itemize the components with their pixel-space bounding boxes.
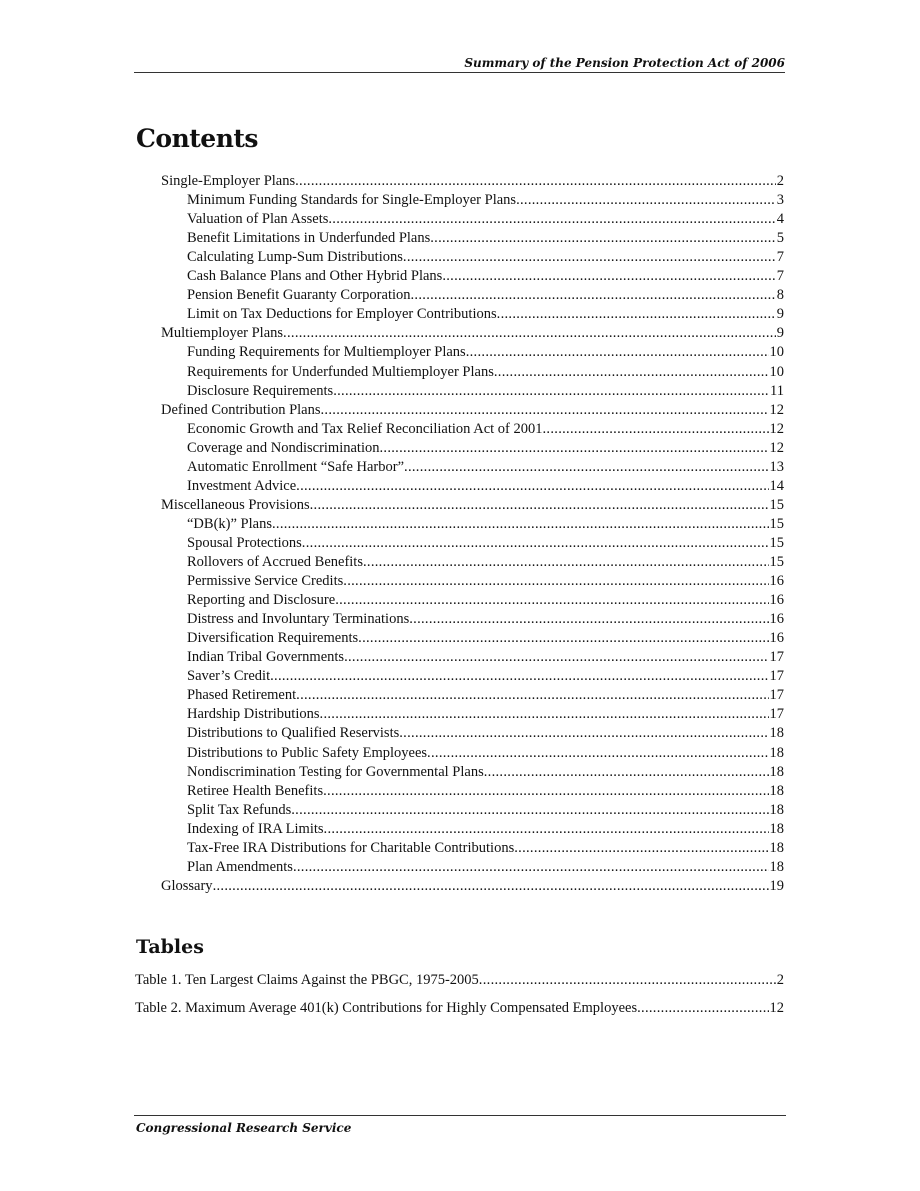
dot-leader [442, 267, 775, 286]
dot-leader [466, 343, 769, 362]
toc-entry-page: 16 [769, 592, 784, 609]
toc-entry-title: Spousal Protections [187, 534, 302, 551]
toc-entry[interactable] [187, 248, 784, 267]
dot-leader [296, 477, 768, 496]
toc-entry-page: 17 [769, 687, 784, 704]
toc-entry-page: 12 [769, 401, 784, 418]
toc-entry-page: 7 [776, 249, 784, 266]
toc-entry-title: Rollovers of Accrued Benefits [187, 554, 363, 570]
dot-leader [310, 496, 769, 515]
dot-leader [213, 877, 769, 896]
toc-entry-title: Diversification Requirements [187, 630, 359, 647]
toc-entry-page: 18 [769, 744, 784, 761]
toc-entry-page: 17 [769, 649, 784, 666]
toc-entry[interactable] [187, 763, 784, 782]
dot-leader [543, 420, 769, 439]
toc-entry[interactable] [161, 496, 784, 515]
toc-entry[interactable] [187, 744, 784, 763]
toc-entry-page: 18 [769, 858, 784, 875]
toc-entry[interactable] [187, 191, 784, 210]
toc-entry[interactable] [187, 343, 784, 362]
dot-leader [516, 191, 776, 210]
toc-entry-page: 13 [769, 458, 784, 475]
toc-entry-title: Calculating Lump-Sum Distributions [187, 249, 403, 266]
dot-leader [409, 610, 768, 629]
dot-leader [358, 629, 768, 648]
toc-entry-title: Retiree Health Benefits [187, 782, 324, 799]
toc-entry[interactable] [187, 553, 784, 572]
toc-entry[interactable] [187, 858, 784, 877]
toc-entry-title: Table 1. Ten Largest Claims Against the PBGC, 1975-2005 [135, 972, 479, 988]
toc-entry-page: 14 [769, 477, 784, 494]
running-header: Summary of the Pension Protection Act of 2006 [134, 56, 785, 73]
toc-entry[interactable] [187, 515, 784, 534]
toc-entry-title: Indian Tribal Governments [187, 649, 345, 666]
toc-entry-title: “DB(k)” Plans [187, 515, 272, 532]
toc-entry-page: 18 [769, 763, 784, 780]
dot-leader [321, 401, 769, 420]
toc-entry-title: Automatic Enrollment “Safe Harbor” [187, 458, 405, 475]
toc-entry-title: Glossary [161, 877, 213, 894]
toc-entry[interactable] [187, 705, 784, 724]
dot-leader [302, 534, 769, 553]
toc-entry-page: 8 [776, 287, 784, 304]
toc-entry-title: Investment Advice [187, 477, 297, 494]
toc-entry[interactable] [187, 305, 784, 324]
dot-leader [411, 286, 776, 305]
toc-entry-page: 5 [776, 230, 784, 247]
toc-entry-title: Hardship Distributions [187, 706, 320, 723]
toc-entry-title: Cash Balance Plans and Other Hybrid Plans [187, 268, 443, 285]
toc-entry[interactable] [187, 229, 784, 248]
tables-heading: Tables [136, 936, 204, 958]
toc-entry[interactable] [187, 267, 784, 286]
dot-leader [296, 686, 768, 705]
toc-entry[interactable] [187, 820, 784, 839]
toc-entry[interactable] [187, 477, 784, 496]
toc-entry-page: 16 [769, 573, 784, 590]
toc-entry-title: Requirements for Underfunded Multiemployer Plans [187, 363, 494, 380]
dot-leader [328, 210, 775, 229]
toc-entry-page: 17 [769, 668, 784, 685]
toc-entry-title: Indexing of IRA Limits [187, 820, 324, 837]
toc-entry-page: 2 [776, 972, 784, 988]
toc-entry-title: Saver’s Credit [187, 668, 271, 685]
toc-entry-title: Multiemployer Plans [161, 325, 284, 342]
toc-entry-title: Tax-Free IRA Distributions for Charitable Contributions [187, 839, 515, 856]
toc-entry-page: 18 [769, 782, 784, 799]
dot-leader [399, 724, 768, 743]
toc-entry-page: 19 [769, 877, 784, 894]
toc-entry-page: 17 [769, 706, 784, 723]
toc-entry-page: 15 [769, 515, 784, 532]
dot-leader [479, 971, 776, 990]
toc-entry-title: Split Tax Refunds [187, 801, 292, 818]
toc-entry[interactable] [187, 801, 784, 820]
toc-entry-page: 3 [776, 192, 784, 209]
dot-leader [427, 744, 768, 763]
toc-entry-title: Limit on Tax Deductions for Employer Contributions [187, 306, 497, 323]
toc-entry[interactable] [187, 363, 784, 382]
toc-entry[interactable] [187, 667, 784, 686]
footer-publisher: Congressional Research Service [136, 1121, 352, 1135]
toc-entry[interactable] [187, 724, 784, 743]
toc-entry-title: Plan Amendments [187, 858, 293, 875]
toc-entry-title: Miscellaneous Provisions [161, 496, 310, 513]
dot-leader [333, 382, 769, 401]
dot-leader [324, 820, 769, 839]
contents-heading: Contents [136, 124, 259, 153]
dot-leader [494, 363, 769, 382]
dot-leader [403, 248, 776, 267]
toc-entry-page: 18 [769, 725, 784, 742]
toc-entry[interactable] [187, 686, 784, 705]
toc-entry[interactable] [187, 572, 784, 591]
dot-leader [379, 439, 768, 458]
toc-entry[interactable] [187, 420, 784, 439]
toc-entry-title: Table 2. Maximum Average 401(k) Contributions for Highly Compensated Employees [135, 1000, 638, 1016]
toc-entry-title: Single-Employer Plans [161, 173, 296, 189]
dot-leader [283, 324, 776, 343]
toc-entry[interactable] [187, 210, 784, 229]
dot-leader [344, 648, 768, 667]
dot-leader [514, 839, 768, 858]
toc-entry-page: 12 [769, 420, 784, 437]
toc-entry-page: 18 [769, 801, 784, 818]
toc-entry-title: Permissive Service Credits [187, 573, 344, 590]
dot-leader [272, 515, 769, 534]
dot-leader [363, 553, 769, 572]
dot-leader [637, 999, 768, 1018]
dot-leader [404, 458, 768, 477]
toc-entry[interactable] [161, 172, 784, 191]
dot-leader [343, 572, 768, 591]
toc-entry[interactable] [187, 458, 784, 477]
toc-entry-title: Phased Retirement [187, 687, 297, 704]
toc-entry[interactable] [161, 324, 784, 343]
toc-entry-title: Reporting and Disclosure [187, 592, 336, 609]
footer-divider [134, 1115, 786, 1116]
toc-entry[interactable] [161, 401, 784, 420]
toc-entry-page: 15 [769, 554, 784, 570]
toc-entry-page: 18 [769, 820, 784, 837]
toc-entry-title: Nondiscrimination Testing for Governmental Plans [187, 763, 484, 780]
toc-entry-title: Disclosure Requirements [187, 382, 334, 399]
toc-entry-title: Distributions to Qualified Reservists [187, 725, 400, 742]
toc-entry[interactable] [187, 382, 784, 401]
toc-entry-page: 7 [776, 268, 784, 285]
toc-entry-title: Pension Benefit Guaranty Corporation [187, 287, 411, 304]
toc-entry-title: Benefit Limitations in Underfunded Plans [187, 230, 431, 247]
toc-entry-page: 16 [769, 611, 784, 628]
toc-entry-title: Distress and Involuntary Terminations [187, 611, 410, 628]
toc-entry-page: 16 [769, 630, 784, 647]
toc-entry-page: 4 [776, 211, 784, 228]
toc-entry[interactable] [135, 999, 784, 1018]
toc-entry[interactable] [187, 286, 784, 305]
toc-entry[interactable] [187, 648, 784, 667]
dot-leader [484, 763, 769, 782]
toc-entry-title: Economic Growth and Tax Relief Reconciliation Act of 2001 [187, 420, 543, 437]
toc-entry-page: 10 [769, 363, 784, 380]
dot-leader [335, 591, 768, 610]
toc-entry-title: Defined Contribution Plans [161, 401, 321, 418]
toc-entry-page: 11 [770, 382, 784, 399]
toc-entry-title: Minimum Funding Standards for Single-Employer Plans [187, 192, 517, 209]
toc-entry-page: 12 [769, 439, 784, 456]
toc-entry-page: 12 [769, 1000, 784, 1016]
dot-leader [497, 305, 776, 324]
toc-entry-page: 9 [776, 306, 784, 323]
toc-entry-page: 18 [769, 839, 784, 856]
dot-leader [293, 858, 769, 877]
toc-entry[interactable] [187, 782, 784, 801]
dot-leader [291, 801, 768, 820]
toc-entry[interactable] [187, 591, 784, 610]
toc-entry-title: Coverage and Nondiscrimination [187, 439, 380, 456]
toc-entry[interactable] [187, 610, 784, 629]
dot-leader [323, 782, 768, 801]
toc-entry-title: Distributions to Public Safety Employees [187, 744, 428, 761]
dot-leader [430, 229, 776, 248]
toc-entry-title: Funding Requirements for Multiemployer Plans [187, 344, 466, 361]
toc-entry-page: 2 [776, 173, 784, 189]
dot-leader [295, 172, 776, 191]
toc-entry[interactable] [187, 839, 784, 858]
toc-entry[interactable] [187, 439, 784, 458]
toc-entry-page: 15 [769, 534, 784, 551]
toc-entry[interactable] [135, 971, 784, 990]
toc-entry[interactable] [187, 629, 784, 648]
toc-entry-page: 10 [769, 344, 784, 361]
dot-leader [320, 705, 769, 724]
toc-entry[interactable] [187, 534, 784, 553]
toc-entry-page: 9 [776, 325, 784, 342]
dot-leader [270, 667, 768, 686]
toc-entry-page: 15 [769, 496, 784, 513]
toc-entry[interactable] [161, 877, 784, 896]
toc-entry-title: Valuation of Plan Assets [187, 211, 329, 228]
